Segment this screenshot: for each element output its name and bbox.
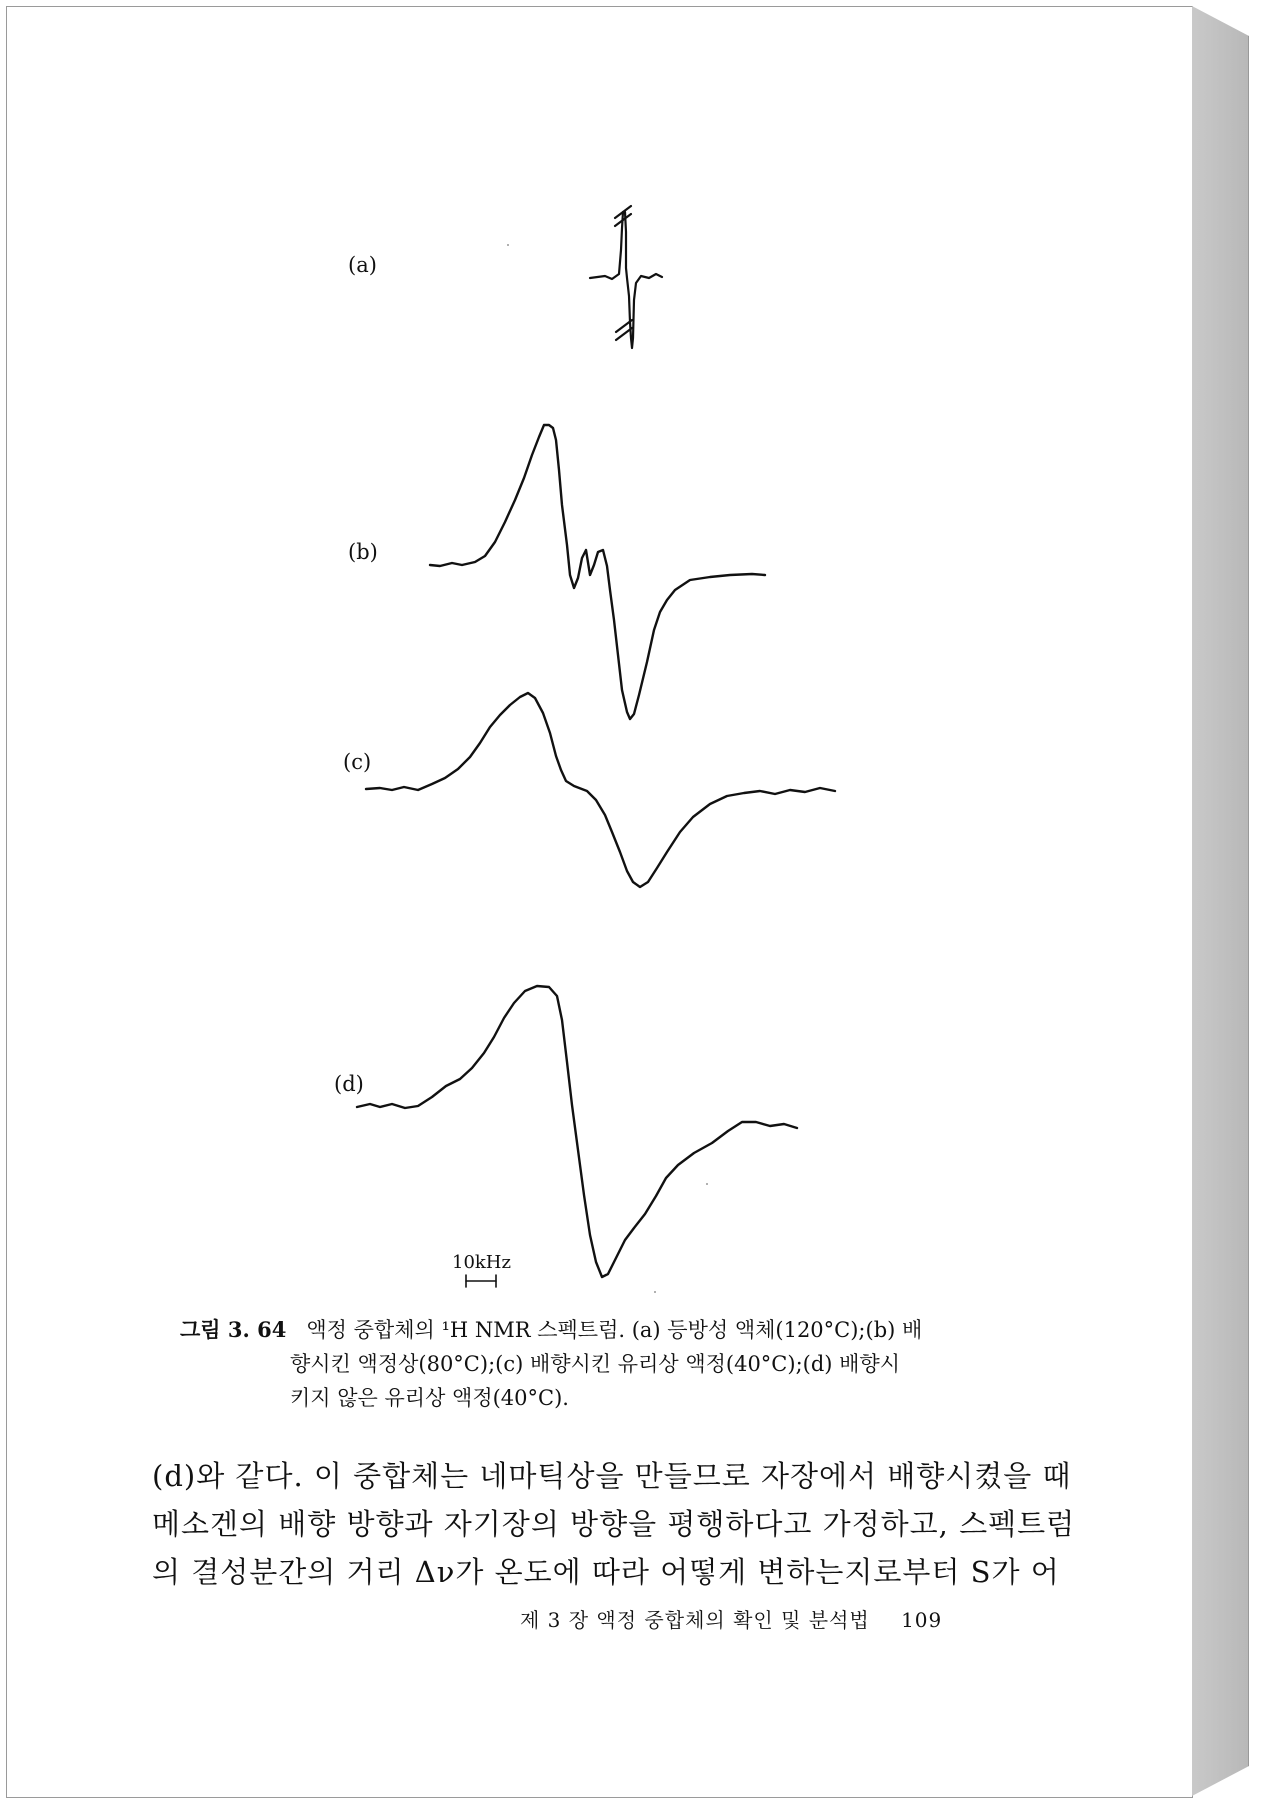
running-footer bbox=[520, 1604, 942, 1633]
body-paragraph bbox=[152, 1452, 1076, 1596]
caption-line-2: 향시킨 액정상(80°C);(c) 배향시킨 유리상 액정(40°C);(d) 배향시 bbox=[290, 1352, 900, 1376]
caption-line-3: 키지 않은 유리상 액정(40°C). bbox=[290, 1386, 569, 1410]
footer-chapter-title: 제 3 장 액정 중합체의 확인 및 분석법 bbox=[520, 1608, 870, 1632]
panel-label-a: (a) bbox=[348, 253, 377, 277]
panel-label-c: (c) bbox=[343, 750, 372, 774]
panel-label-b: (b) bbox=[348, 540, 378, 564]
caption-figure-number: 그림 3. 64 bbox=[180, 1317, 287, 1342]
spectrum-c bbox=[366, 693, 835, 887]
scale-bar bbox=[466, 1275, 496, 1287]
scale-bar-label: 10kHz bbox=[452, 1252, 511, 1273]
caption-line-1: 액정 중합체의 ¹H NMR 스펙트럼. (a) 등방성 액체(120°C);(b) 배 bbox=[306, 1318, 923, 1342]
spectrum-a bbox=[590, 206, 662, 348]
spectrum-d bbox=[357, 986, 797, 1277]
spectrum-b bbox=[430, 425, 765, 719]
body-line-3: 의 결성분간의 거리 Δν가 온도에 따라 어떻게 변하는지로부터 S가 어 bbox=[152, 1555, 1060, 1589]
body-line-2: 메소겐의 배향 방향과 자기장의 방향을 평행하다고 가정하고, 스펙트럼 bbox=[152, 1507, 1076, 1541]
page-number: 109 bbox=[901, 1608, 943, 1632]
figure-caption bbox=[180, 1313, 1040, 1415]
panel-label-d: (d) bbox=[334, 1072, 364, 1096]
body-line-1: (d)와 같다. 이 중합체는 네마틱상을 만들므로 자장에서 배향시켰을 때 bbox=[152, 1459, 1072, 1493]
